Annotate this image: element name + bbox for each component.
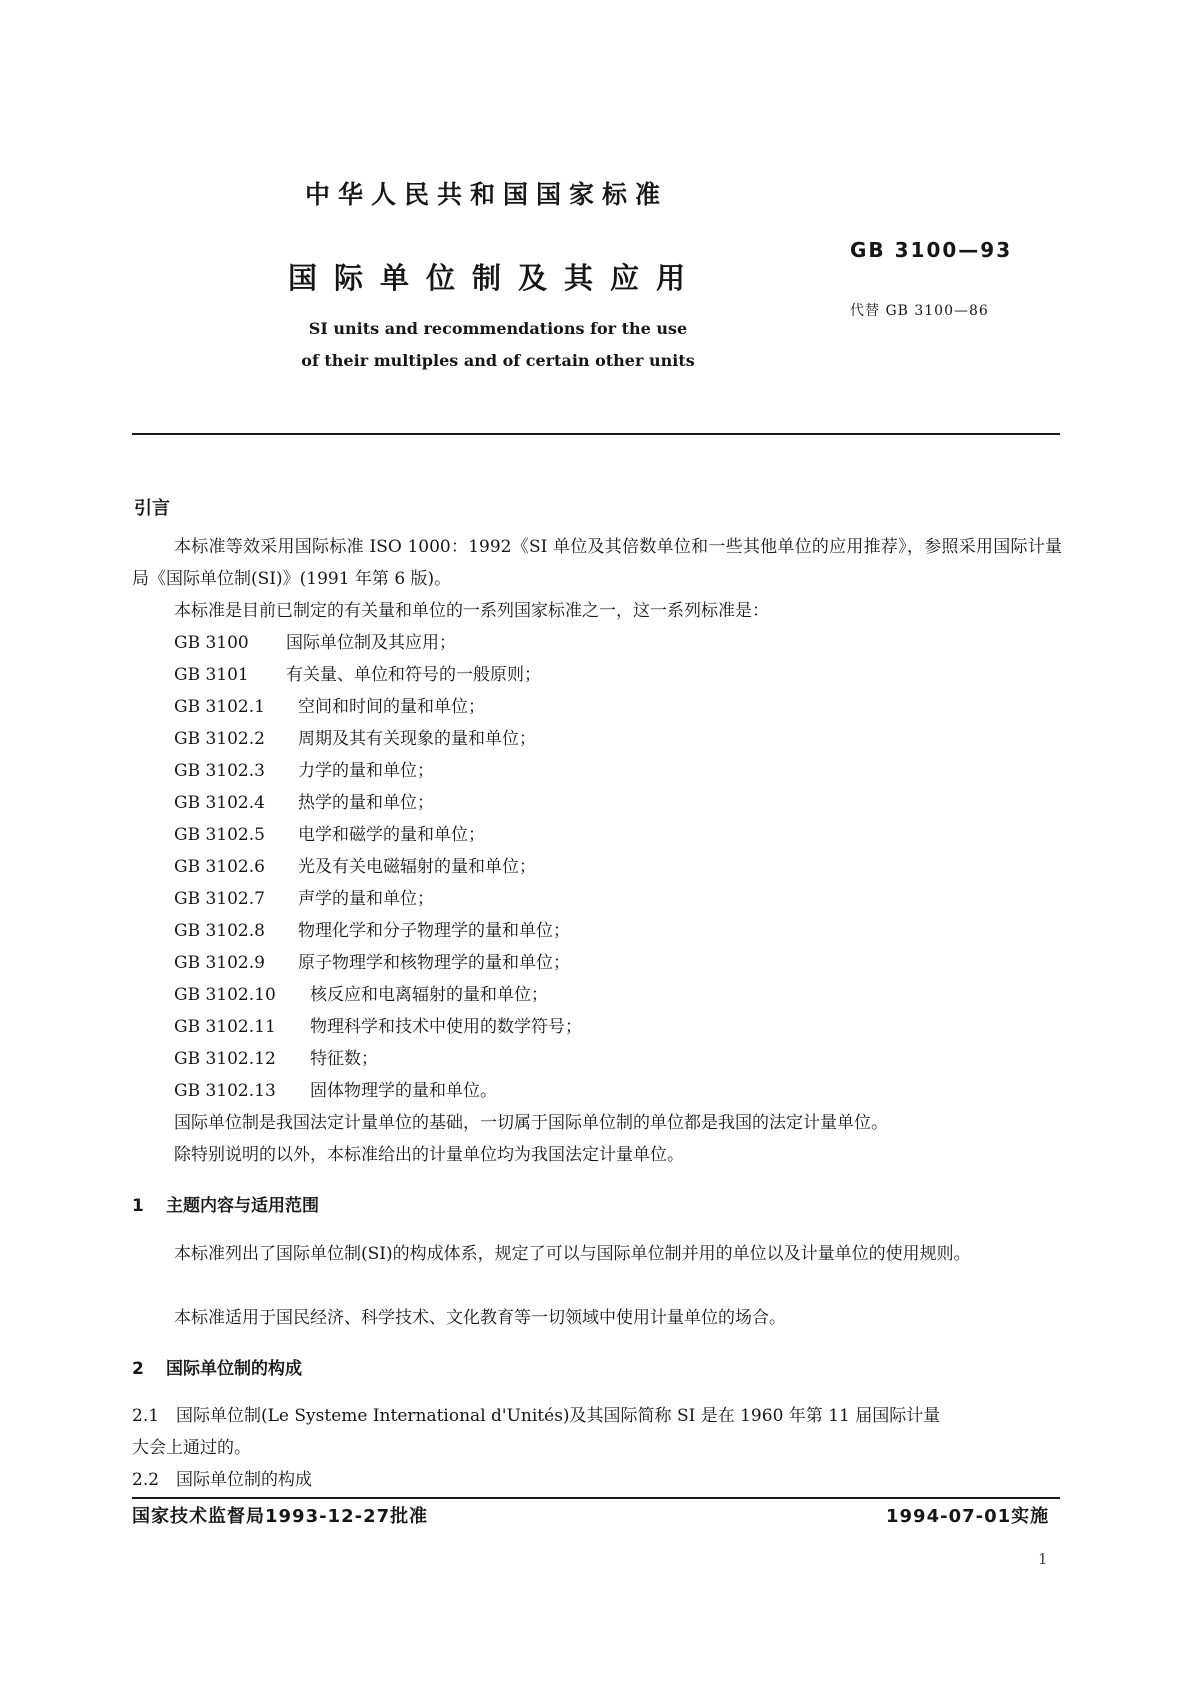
title-en-line1: SI units and recommendations for the use [308, 319, 688, 338]
standard-code: GB 3102.13 [174, 1081, 276, 1101]
intro-paragraph-2: 本标准是目前已制定的有关量和单位的一系列国家标准之一，这一系列标准是： [174, 601, 769, 621]
intro-heading: 引言 [134, 498, 170, 519]
bottom-divider [132, 1497, 1060, 1499]
list-item [174, 1075, 582, 1107]
section-1-paragraph-2: 本标准适用于国民经济、科学技术、文化教育等一切领域中使用计量单位的场合。 [174, 1308, 786, 1328]
effective-date: 1994-07-01实施 [886, 1506, 1050, 1527]
list-item [174, 915, 582, 947]
list-item [174, 627, 582, 659]
standard-code: GB 3102.1 [174, 697, 265, 717]
document-title-cn: 国际单位制及其应用 [288, 261, 703, 295]
section-title: 主题内容与适用范围 [166, 1196, 319, 1216]
standard-code: GB 3102.10 [174, 985, 276, 1005]
clause-text: 国际单位制的构成 [176, 1470, 312, 1490]
standard-title: 固体物理学的量和单位。 [310, 1081, 497, 1101]
list-item [174, 787, 582, 819]
standard-title: 周期及其有关现象的量和单位； [298, 729, 536, 749]
standard-code: GB 3102.5 [174, 825, 265, 845]
list-item [174, 851, 582, 883]
approval-line: 国家技术监督局1993-12-27批准 [132, 1506, 429, 1527]
standards-list [174, 627, 582, 1107]
intro-paragraph-4: 除特别说明的以外，本标准给出的计量单位均为我国法定计量单位。 [174, 1145, 684, 1165]
clause-number: 2.2 [132, 1470, 160, 1490]
list-item [174, 1043, 582, 1075]
list-item [174, 723, 582, 755]
standard-title: 电学和磁学的量和单位； [298, 825, 485, 845]
standard-title: 光及有关电磁辐射的量和单位； [298, 857, 536, 877]
standard-code: GB 3102.11 [174, 1017, 276, 1037]
standard-title: 力学的量和单位； [298, 761, 434, 781]
standard-code: GB 3102.9 [174, 953, 265, 973]
section-number: 2 [132, 1359, 144, 1379]
list-item [174, 947, 582, 979]
replaces-standard: 代替 GB 3100—86 [850, 303, 989, 319]
standard-title: 物理科学和技术中使用的数学符号； [310, 1017, 582, 1037]
standard-number: GB 3100—93 [850, 238, 1013, 262]
clause-text: 国际单位制(Le Systeme International d'Unités)及其国际简称 SI 是在 1960 年第 11 届国际计量 [176, 1406, 941, 1426]
page-number: 1 [1038, 1550, 1048, 1568]
standard-title: 声学的量和单位； [298, 889, 434, 909]
list-item [174, 755, 582, 787]
standard-code: GB 3102.2 [174, 729, 265, 749]
list-item [174, 659, 582, 691]
standard-title: 核反应和电离辐射的量和单位； [310, 985, 548, 1005]
standard-code: GB 3101 [174, 665, 249, 685]
section-title: 国际单位制的构成 [166, 1359, 302, 1379]
clause-number: 2.1 [132, 1406, 160, 1426]
standard-title: 原子物理学和核物理学的量和单位； [298, 953, 570, 973]
clause-2-1-continued: 大会上通过的。 [132, 1438, 251, 1458]
standard-code: GB 3102.4 [174, 793, 265, 813]
list-item [174, 1011, 582, 1043]
list-item [174, 883, 582, 915]
section-1-heading [132, 1191, 319, 1216]
clause-2-2 [132, 1464, 312, 1496]
standard-title: 空间和时间的量和单位； [298, 697, 485, 717]
intro-paragraph-3: 国际单位制是我国法定计量单位的基础，一切属于国际单位制的单位都是我国的法定计量单位。 [174, 1113, 888, 1133]
list-item [174, 979, 582, 1011]
standard-code: GB 3102.12 [174, 1049, 276, 1069]
standard-title: 特征数； [310, 1049, 378, 1069]
standard-code: GB 3102.3 [174, 761, 265, 781]
intro-paragraph-1: 本标准等效采用国际标准 ISO 1000：1992《SI 单位及其倍数单位和一些其他单位的应用推荐》，参照采用国际计量局《国际单位制(SI)》(1991 年第 6 版)。 [132, 537, 1062, 589]
national-standard-label: 中华人民共和国国家标准 [305, 180, 669, 209]
standard-title: 国际单位制及其应用； [286, 633, 456, 653]
standard-code: GB 3102.6 [174, 857, 265, 877]
standard-code: GB 3102.7 [174, 889, 265, 909]
document-title-en [288, 313, 708, 377]
standard-code: GB 3100 [174, 633, 249, 653]
standard-title: 物理化学和分子物理学的量和单位； [298, 921, 570, 941]
list-item [174, 691, 582, 723]
section-number: 1 [132, 1196, 144, 1216]
standard-title: 热学的量和单位； [298, 793, 434, 813]
top-divider [132, 433, 1060, 435]
standard-code: GB 3102.8 [174, 921, 265, 941]
title-en-line2: of their multiples and of certain other units [301, 351, 695, 370]
standard-title: 有关量、单位和符号的一般原则； [286, 665, 541, 685]
section-2-heading [132, 1354, 302, 1379]
list-item [174, 819, 582, 851]
section-1-paragraph-1: 本标准列出了国际单位制(SI)的构成体系，规定了可以与国际单位制并用的单位以及计量单位的使用规则。 [174, 1244, 971, 1264]
clause-2-1 [132, 1400, 940, 1432]
